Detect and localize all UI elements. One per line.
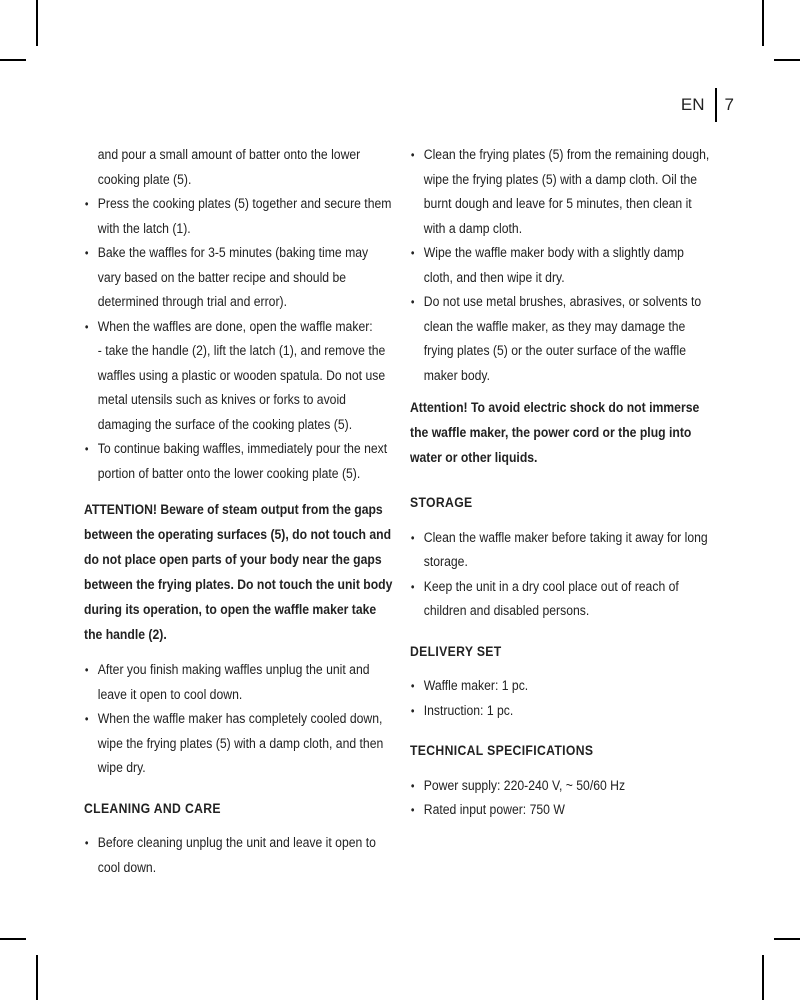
page-header [681,88,734,122]
list-item: • To continue baking waffles, immediately pour the next portion of batter onto the lower cooking plate (5). [84,437,394,486]
list-item: • Press the cooking plates (5) together and secure them with the latch (1). [84,192,394,241]
list-item: • Bake the waffles for 3-5 minutes (baking time may vary based on the batter recipe and should be determined through trial and error). [84,241,394,315]
list-item: • Waffle maker: 1 pc. [410,674,714,699]
delivery-heading: DELIVERY SET [410,643,502,660]
continued-paragraph: and pour a small amount of batter onto the lower cooking plate (5). [97,147,361,188]
right-column [410,143,714,823]
crop-mark [762,0,764,46]
crop-mark [0,59,26,61]
delivery-list [410,674,714,723]
crop-mark [36,0,38,46]
crop-mark [762,955,764,1000]
cleaning-heading: CLEANING AND CARE [84,800,221,817]
page-number: 7 [724,95,734,114]
crop-mark [774,938,800,940]
crop-mark [774,59,800,61]
list-item: • When the waffles are done, open the waffle maker: - take the handle (2), lift the latch (1), and remove the waffles using a plastic or wooden spatula. Do not use metal utensils such as knives or forks to avoid damaging the surface of the cooking plates (5). [84,315,394,438]
after-use-list [84,658,394,781]
list-item: • Do not use metal brushes, abrasives, or solvents to clean the waffle maker, as they may damage the frying plates (5) or the outer surface of the waffle maker body. [410,290,714,388]
left-column [84,143,394,880]
list-item: • Rated input power: 750 W [410,798,714,823]
storage-heading: STORAGE [410,495,473,511]
steam-warning: ATTENTION! Beware of steam output from the gaps between the operating surfaces (5), do not touch and do not place open parts of your body near the gaps between the frying plates. Do not touch the unit body during its operation, to open the waffle maker take the handle (2). [84,502,393,643]
list-item: • Power supply: 220-240 V, ~ 50/60 Hz [410,774,714,799]
cleaning-steps-list [410,143,714,388]
list-item: • Wipe the waffle maker body with a slightly damp cloth, and then wipe it dry. [410,241,714,290]
baking-steps-list [84,192,394,486]
list-item: • Keep the unit in a dry cool place out of reach of children and disabled persons. [410,575,714,624]
storage-list [410,526,714,624]
list-item: • Before cleaning unplug the unit and leave it open to cool down. [84,831,394,880]
crop-mark [36,955,38,1000]
tech-specs-list [410,774,714,823]
list-item: • Clean the waffle maker before taking it away for long storage. [410,526,714,575]
crop-mark [0,938,26,940]
list-item: • When the waffle maker has completely cooled down, wipe the frying plates (5) with a damp cloth, and then wipe dry. [84,707,394,781]
list-item: • Clean the frying plates (5) from the remaining dough, wipe the frying plates (5) with a damp cloth. Oil the burnt dough and leave for 5 minutes, then clean it with a damp cloth. [410,143,714,241]
list-item: • After you finish making waffles unplug the unit and leave it open to cool down. [84,658,394,707]
header-divider [715,88,717,122]
shock-warning: Attention! To avoid electric shock do not immerse the waffle maker, the power cord or the plug into water or other liquids. [410,400,700,466]
list-item: • Instruction: 1 pc. [410,699,714,724]
tech-specs-heading: TECHNICAL SPECIFICATIONS [410,743,594,759]
language-code: EN [680,95,705,114]
cleaning-list [84,831,394,880]
